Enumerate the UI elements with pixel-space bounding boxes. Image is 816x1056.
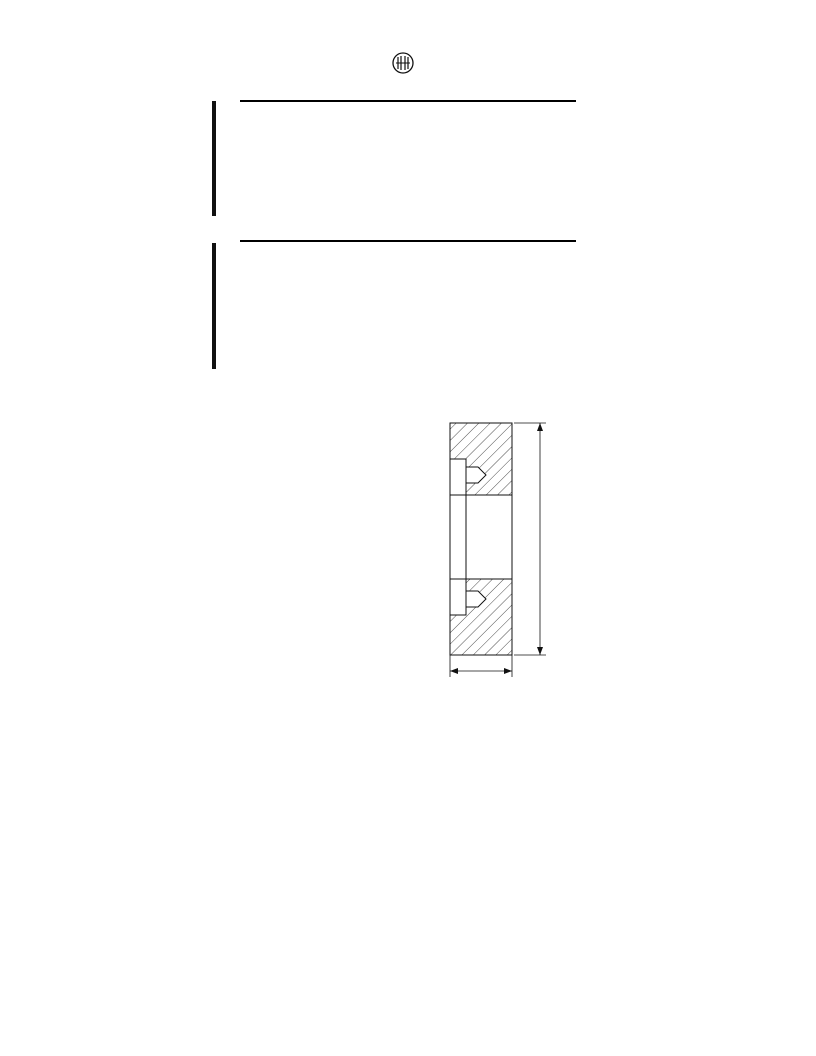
change-bar: [212, 101, 216, 216]
test-ring-drawing: [430, 415, 560, 685]
change-bar: [212, 243, 216, 369]
table-new: [240, 240, 576, 242]
astm-logo-icon: [392, 52, 414, 74]
table-old: [240, 100, 576, 102]
page-header: [0, 52, 816, 74]
